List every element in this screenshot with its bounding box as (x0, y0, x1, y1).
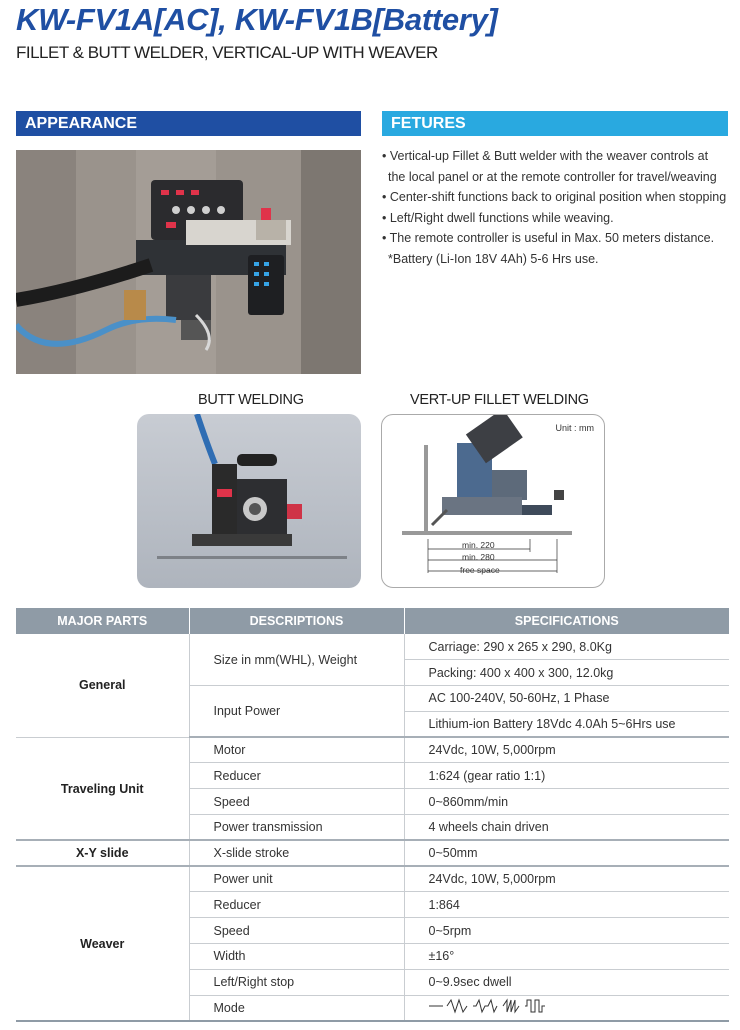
desc-cell: Power unit (189, 866, 404, 892)
spec-cell: 0~5rpm (404, 918, 729, 944)
table-row (16, 634, 729, 660)
spec-cell: AC 100-240V, 50-60Hz, 1 Phase (404, 686, 729, 712)
page-title: KW-FV1A[AC], KW-FV1B[Battery] (16, 2, 498, 37)
butt-welding-caption: BUTT WELDING (198, 392, 304, 408)
desc-cell: X-slide stroke (189, 840, 404, 866)
product-photo (16, 150, 361, 374)
fillet-welding-caption: VERT-UP FILLET WELDING (410, 392, 589, 408)
spec-cell: Carriage: 290 x 265 x 290, 8.0Kg (404, 634, 729, 660)
features-list (382, 146, 732, 269)
appearance-heading: APPEARANCE (16, 111, 361, 136)
feature-item: the local panel or at the remote controller for travel/weaving (388, 169, 717, 184)
feature-item: • Vertical-up Fillet & Butt welder with the weaver controls at (382, 149, 709, 163)
part-weaver: Weaver (16, 866, 189, 1021)
spec-cell: 24Vdc, 10W, 5,000rpm (404, 737, 729, 763)
table-row (16, 866, 729, 892)
header-specifications: SPECIFICATIONS (404, 608, 729, 634)
spec-cell: Packing: 400 x 400 x 300, 12.0kg (404, 660, 729, 686)
desc-cell: Input Power (189, 686, 404, 738)
spec-cell: 0~860mm/min (404, 789, 729, 815)
table-row (16, 840, 729, 866)
features-heading: FETURES (382, 111, 728, 136)
spec-cell: 1:624 (gear ratio 1:1) (404, 763, 729, 789)
weave-pattern-icon (429, 998, 549, 1014)
desc-cell: Speed (189, 789, 404, 815)
spec-cell: 1:864 (404, 892, 729, 918)
fillet-welding-diagram (381, 414, 605, 588)
dim-min-280: min. 280 (462, 552, 495, 562)
desc-cell: Reducer (189, 892, 404, 918)
header-descriptions: DESCRIPTIONS (189, 608, 404, 634)
spec-cell: 24Vdc, 10W, 5,000rpm (404, 866, 729, 892)
desc-cell: Width (189, 944, 404, 970)
page-subtitle: FILLET & BUTT WELDER, VERTICAL-UP WITH WEAVER (16, 43, 438, 62)
desc-cell: Size in mm(WHL), Weight (189, 634, 404, 686)
part-xy-slide: X-Y slide (16, 840, 189, 866)
dim-free-space: free space (460, 565, 500, 575)
feature-item: • Center-shift functions back to original position when stopping (382, 190, 727, 204)
spec-cell: Lithium-ion Battery 18Vdc 4.0Ah 5~6Hrs use (404, 711, 729, 737)
specs-table (16, 608, 729, 1022)
spec-cell: ±16° (404, 944, 729, 970)
unit-label: Unit : mm (555, 423, 594, 433)
feature-item: • The remote controller is useful in Max. 50 meters distance. (382, 231, 715, 245)
header-major-parts: MAJOR PARTS (16, 608, 189, 634)
desc-cell: Reducer (189, 763, 404, 789)
desc-cell: Left/Right stop (189, 969, 404, 995)
desc-cell: Power transmission (189, 815, 404, 841)
desc-cell: Motor (189, 737, 404, 763)
desc-cell: Mode (189, 995, 404, 1021)
spec-cell: 4 wheels chain driven (404, 815, 729, 841)
weave-mode-icons (404, 995, 729, 1021)
table-header-row (16, 608, 729, 634)
part-traveling-unit: Traveling Unit (16, 737, 189, 840)
part-general: General (16, 634, 189, 737)
butt-welding-image (137, 414, 361, 588)
feature-item: *Battery (Li-Ion 18V 4Ah) 5-6 Hrs use. (388, 251, 599, 266)
spec-cell: 0~9.9sec dwell (404, 969, 729, 995)
desc-cell: Speed (189, 918, 404, 944)
spec-cell: 0~50mm (404, 840, 729, 866)
dim-min-220: min. 220 (462, 540, 495, 550)
table-row (16, 737, 729, 763)
feature-item: • Left/Right dwell functions while weaving. (382, 210, 614, 225)
